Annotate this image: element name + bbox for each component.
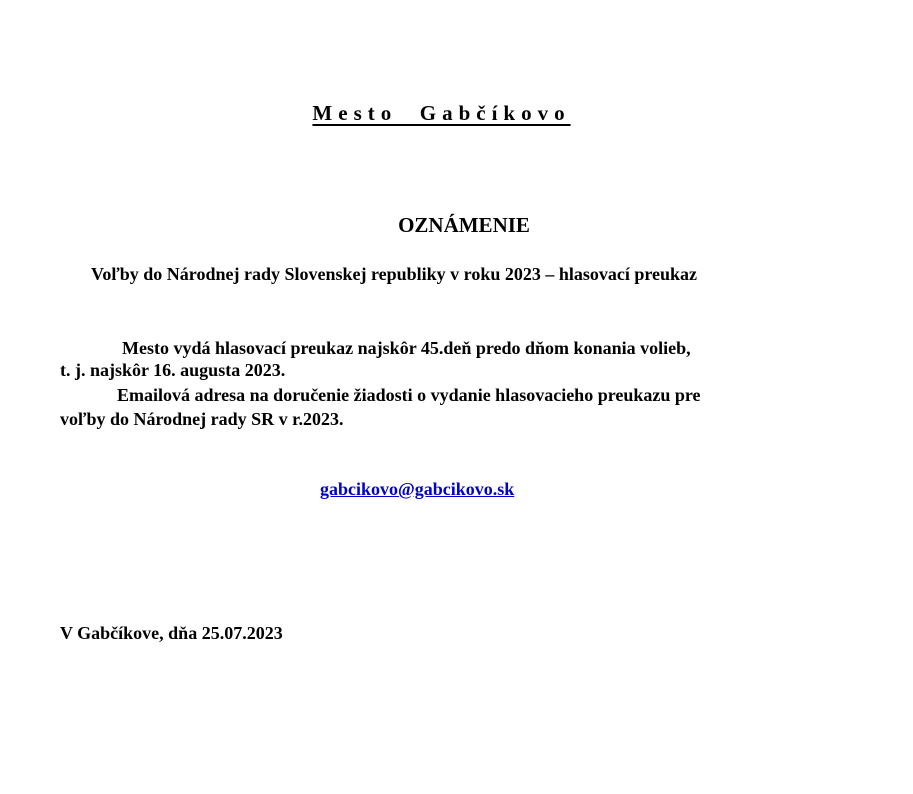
email-link[interactable]: gabcikovo@gabcikovo.sk <box>320 479 515 499</box>
paragraph-2-line-1: Emailová adresa na doručenie žiadosti o vydanie hlasovacieho preukazu pre <box>117 385 701 405</box>
paragraph-1-line-1: Mesto vydá hlasovací preukaz najskôr 45.deň predo dňom konania volieb, <box>122 338 691 358</box>
paragraph-2-line-2: voľby do Národnej rady SR v r.2023. <box>60 409 344 429</box>
paragraph-1-line-2: t. j. najskôr 16. augusta 2023. <box>60 360 286 380</box>
notice-heading: OZNÁMENIE <box>398 213 530 237</box>
notice-subject: Voľby do Národnej rady Slovenskej republiky v roku 2023 – hlasovací preukaz <box>91 264 698 284</box>
town-title: Mesto Gabčíkovo <box>312 101 571 125</box>
place-and-date: V Gabčíkove, dňa 25.07.2023 <box>60 623 283 643</box>
